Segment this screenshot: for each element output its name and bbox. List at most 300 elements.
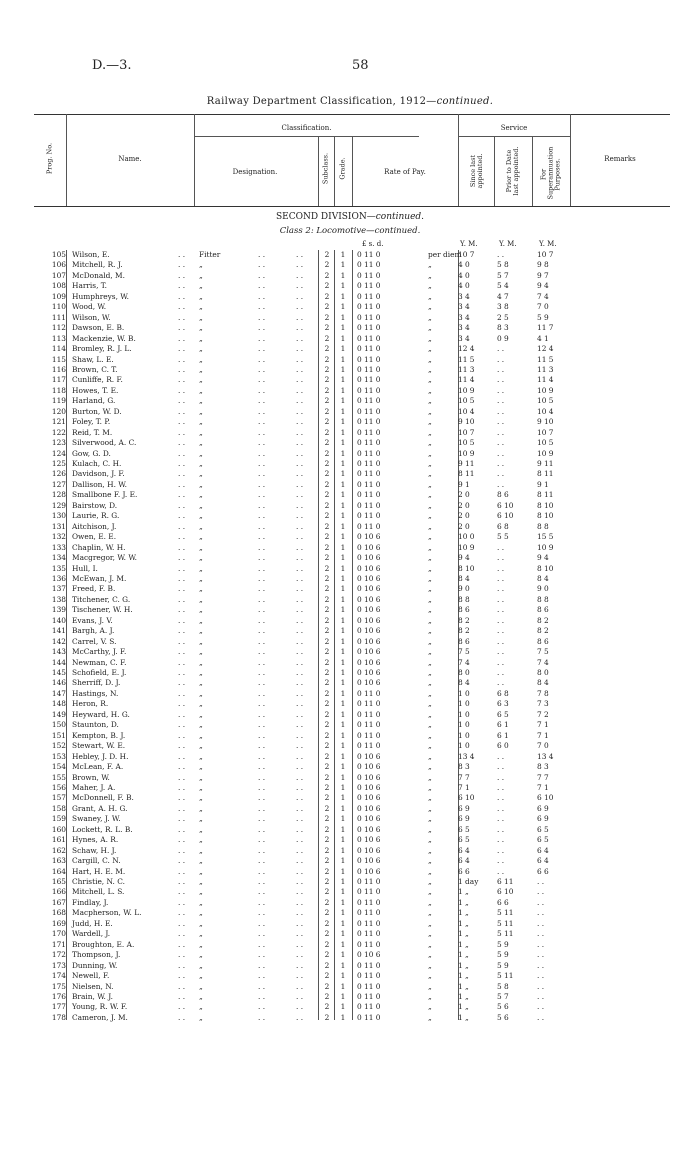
row-subclass: 2 — [324, 741, 330, 751]
table-row — [0, 260, 700, 269]
row-prog-no: 173 — [51, 960, 66, 970]
row-designation: „ — [199, 636, 203, 646]
row-prog-no: 142 — [51, 636, 66, 646]
leader-dots: . . — [178, 250, 186, 259]
leader-dots: . . — [296, 866, 304, 876]
row-name: Cunliffe, R. F. — [72, 375, 123, 385]
leader-dots: . . — [258, 709, 266, 719]
row-designation: „ — [199, 626, 203, 636]
row-prior: 5 11 — [497, 971, 514, 981]
row-rate: 0 11 0 — [357, 490, 381, 500]
row-prior: . . — [497, 657, 505, 667]
row-designation: „ — [199, 511, 203, 521]
row-prog-no: 117 — [51, 375, 66, 385]
header-rate: Rate of Pay. — [384, 168, 426, 176]
table-row — [0, 867, 700, 876]
row-grade: 1 — [340, 720, 346, 730]
row-since-last: 1 „ — [458, 991, 469, 1001]
row-name: Reid, T. M. — [72, 427, 113, 437]
leader-dots: . . — [258, 824, 266, 834]
row-name: Evans, J. V. — [72, 615, 113, 625]
col-divider — [532, 136, 533, 206]
row-since-last: 13 4 — [458, 751, 475, 761]
row-superannuation: . . — [537, 960, 545, 970]
row-prior: . . — [497, 636, 505, 646]
row-prior: . . — [497, 396, 505, 406]
leader-dots: . . — [258, 615, 266, 625]
row-grade: 1 — [340, 333, 346, 343]
row-prior: . . — [497, 417, 505, 427]
leader-dots: . . — [296, 657, 304, 667]
leader-dots: . . — [178, 563, 186, 573]
row-since-last: 6 6 — [458, 866, 470, 876]
leader-dots: . . — [258, 323, 266, 333]
table-row — [0, 480, 700, 489]
leader-dots: . . — [296, 344, 304, 354]
row-designation: „ — [199, 584, 203, 594]
row-prior: 6 8 — [497, 688, 509, 698]
leader-dots: . . — [258, 542, 266, 552]
leader-dots: . . — [178, 385, 186, 395]
leader-dots: . . — [296, 364, 304, 374]
leader-dots: . . — [178, 960, 186, 970]
row-since-last: 1 „ — [458, 950, 469, 960]
row-rate-unit: „ — [428, 793, 432, 803]
row-name: Grant, A. H. G. — [72, 803, 128, 813]
leader-dots: . . — [258, 594, 266, 604]
row-since-last: 6 5 — [458, 824, 470, 834]
row-name: Dallison, H. W. — [72, 479, 127, 489]
row-superannuation: . . — [537, 981, 545, 991]
row-rate: 0 10 6 — [357, 657, 381, 667]
row-rate: 0 11 0 — [357, 406, 381, 416]
table-row — [0, 428, 700, 437]
row-grade: 1 — [340, 354, 346, 364]
leader-dots: . . — [258, 887, 266, 897]
leader-dots: . . — [258, 427, 266, 437]
row-superannuation: 8 11 — [537, 469, 554, 479]
row-since-last: 9 1 — [458, 479, 470, 489]
row-name: Brown, W. — [72, 772, 110, 782]
row-name: Dawson, E. B. — [72, 323, 125, 333]
leader-dots: . . — [178, 762, 186, 772]
row-subclass: 2 — [324, 668, 330, 677]
row-since-last: 11 3 — [458, 364, 475, 374]
leader-dots: . . — [178, 459, 186, 468]
leader-dots: . . — [258, 782, 266, 792]
row-name: McCarthy, J. F. — [72, 647, 127, 657]
row-designation: „ — [199, 532, 203, 542]
leader-dots: . . — [296, 929, 304, 939]
row-since-last: 7 1 — [458, 782, 470, 792]
leader-dots: . . — [258, 845, 266, 855]
row-designation: „ — [199, 448, 203, 458]
row-designation: „ — [199, 678, 203, 688]
row-name: Hebley, J. D. H. — [72, 751, 129, 761]
row-since-last: 8 6 — [458, 605, 470, 615]
row-prog-no: 122 — [51, 427, 66, 437]
leader-dots: . . — [296, 459, 304, 468]
row-subclass: 2 — [324, 417, 330, 427]
row-prog-no: 165 — [51, 877, 66, 886]
leader-dots: . . — [178, 323, 186, 333]
row-prog-no: 155 — [51, 772, 66, 782]
row-since-last: 8 2 — [458, 626, 470, 636]
row-prior: 6 11 — [497, 877, 514, 886]
row-subclass: 2 — [324, 699, 330, 709]
leader-dots: . . — [258, 918, 266, 928]
row-designation: „ — [199, 887, 203, 897]
row-superannuation: 6 9 — [537, 814, 549, 824]
row-subclass: 2 — [324, 971, 330, 981]
row-prog-no: 168 — [51, 908, 66, 918]
row-grade: 1 — [340, 605, 346, 615]
row-designation: „ — [199, 688, 203, 698]
row-rate-unit: „ — [428, 636, 432, 646]
row-grade: 1 — [340, 803, 346, 813]
leader-dots: . . — [258, 803, 266, 813]
row-grade: 1 — [340, 281, 346, 291]
leader-dots: . . — [296, 845, 304, 855]
row-rate: 0 11 0 — [357, 375, 381, 385]
row-since-last: 10 9 — [458, 385, 475, 395]
division-heading — [0, 212, 700, 222]
row-subclass: 2 — [324, 302, 330, 312]
table-row — [0, 386, 700, 395]
row-since-last: 11 4 — [458, 375, 475, 385]
row-designation: „ — [199, 500, 203, 510]
row-prior: . . — [497, 375, 505, 385]
row-superannuation: . . — [537, 991, 545, 1001]
leader-dots: . . — [258, 647, 266, 657]
row-subclass: 2 — [324, 720, 330, 730]
header-bottom-rule — [34, 206, 670, 207]
leader-dots: . . — [178, 929, 186, 939]
row-name: Cargill, C. N. — [72, 856, 121, 866]
leader-dots: . . — [296, 814, 304, 824]
row-name: Hastings, N. — [72, 688, 119, 698]
row-grade: 1 — [340, 250, 346, 259]
leader-dots: . . — [178, 803, 186, 813]
row-grade: 1 — [340, 396, 346, 406]
leader-dots: . . — [258, 500, 266, 510]
leader-dots: . . — [296, 960, 304, 970]
table-row — [0, 773, 700, 782]
row-name: Thompson, J. — [72, 950, 121, 960]
row-prog-no: 164 — [51, 866, 66, 876]
row-rate: 0 11 0 — [357, 479, 381, 489]
row-grade: 1 — [340, 479, 346, 489]
leader-dots: . . — [296, 730, 304, 740]
row-prior: . . — [497, 344, 505, 354]
leader-dots: . . — [296, 312, 304, 322]
row-designation: „ — [199, 573, 203, 583]
row-rate: 0 11 0 — [357, 333, 381, 343]
row-superannuation: . . — [537, 918, 545, 928]
row-subclass: 2 — [324, 939, 330, 949]
row-since-last: 1 day — [458, 877, 479, 886]
row-rate-unit: „ — [428, 521, 432, 531]
leader-dots: . . — [296, 584, 304, 594]
row-since-last: 1 „ — [458, 1012, 469, 1022]
row-superannuation: 7 8 — [537, 688, 549, 698]
row-designation: „ — [199, 605, 203, 615]
leader-dots: . . — [178, 709, 186, 719]
row-rate: 0 11 0 — [357, 312, 381, 322]
row-prog-no: 109 — [51, 291, 66, 301]
row-prog-no: 125 — [51, 459, 66, 468]
row-since-last: 10 7 — [458, 250, 475, 259]
leader-dots: . . — [258, 877, 266, 886]
row-designation: „ — [199, 950, 203, 960]
leader-dots: . . — [178, 657, 186, 667]
row-subclass: 2 — [324, 1002, 330, 1012]
row-rate: 0 11 0 — [357, 281, 381, 291]
row-since-last: 1 „ — [458, 897, 469, 907]
row-rate-unit: „ — [428, 971, 432, 981]
leader-dots: . . — [296, 396, 304, 406]
row-prior: . . — [497, 406, 505, 416]
row-grade: 1 — [340, 929, 346, 939]
table-row — [0, 898, 700, 907]
row-rate: 0 11 0 — [357, 1012, 381, 1022]
leader-dots: . . — [296, 333, 304, 343]
leader-dots: . . — [296, 532, 304, 542]
row-rate: 0 10 6 — [357, 626, 381, 636]
row-grade: 1 — [340, 459, 346, 468]
row-subclass: 2 — [324, 866, 330, 876]
row-subclass: 2 — [324, 678, 330, 688]
row-prog-no: 106 — [51, 260, 66, 270]
row-prior: . . — [497, 751, 505, 761]
table-row — [0, 846, 700, 855]
row-grade: 1 — [340, 490, 346, 500]
service-divider — [458, 136, 570, 137]
row-rate-unit: „ — [428, 385, 432, 395]
title-continued: continued. — [436, 96, 494, 107]
row-prior: 5 8 — [497, 260, 509, 270]
row-prior: . . — [497, 448, 505, 458]
row-name: Newell, F. — [72, 971, 110, 981]
row-prior: . . — [497, 866, 505, 876]
table-row — [0, 501, 700, 510]
row-since-last: 10 5 — [458, 438, 475, 448]
row-rate: 0 10 6 — [357, 845, 381, 855]
row-designation: „ — [199, 939, 203, 949]
row-designation: „ — [199, 333, 203, 343]
leader-dots: . . — [178, 573, 186, 583]
row-prog-no: 151 — [51, 730, 66, 740]
row-prior: . . — [497, 772, 505, 782]
leader-dots: . . — [296, 553, 304, 563]
header-prior: Prior to Date last appointed. — [505, 146, 520, 196]
row-prior: 6 10 — [497, 511, 514, 521]
row-rate: 0 10 6 — [357, 532, 381, 542]
row-subclass: 2 — [324, 782, 330, 792]
row-superannuation: 6 5 — [537, 824, 549, 834]
pay-unit: £ s. d. — [362, 240, 384, 248]
service-unit: Y. M. — [499, 240, 517, 248]
row-rate: 0 11 0 — [357, 354, 381, 364]
row-prior: 0 9 — [497, 333, 509, 343]
leader-dots: . . — [258, 636, 266, 646]
leader-dots: . . — [258, 563, 266, 573]
leader-dots: . . — [296, 250, 304, 259]
leader-dots: . . — [296, 323, 304, 333]
row-grade: 1 — [340, 699, 346, 709]
row-name: Wilson, W. — [72, 312, 111, 322]
row-superannuation: . . — [537, 950, 545, 960]
leader-dots: . . — [258, 814, 266, 824]
row-name: Freed, F. B. — [72, 584, 116, 594]
row-prog-no: 123 — [51, 438, 66, 448]
leader-dots: . . — [258, 605, 266, 615]
leader-dots: . . — [258, 270, 266, 280]
row-rate-unit: „ — [428, 594, 432, 604]
row-rate: 0 11 0 — [357, 291, 381, 301]
row-designation: „ — [199, 762, 203, 772]
row-subclass: 2 — [324, 312, 330, 322]
table-row — [0, 302, 700, 311]
row-superannuation: 8 2 — [537, 626, 549, 636]
row-name: Bairstow, D. — [72, 500, 118, 510]
leader-dots: . . — [258, 532, 266, 542]
row-rate-unit: „ — [428, 459, 432, 468]
row-superannuation: 8 10 — [537, 563, 554, 573]
row-rate: 0 11 0 — [357, 302, 381, 312]
row-rate-unit: „ — [428, 427, 432, 437]
row-rate: 0 10 6 — [357, 856, 381, 866]
row-superannuation: 8 3 — [537, 762, 549, 772]
table-row — [0, 919, 700, 928]
row-name: Brain, W. J. — [72, 991, 113, 1001]
row-superannuation: 6 5 — [537, 835, 549, 845]
division-continued: continued. — [375, 212, 425, 222]
leader-dots: . . — [258, 688, 266, 698]
table-row — [0, 250, 700, 259]
row-superannuation: 8 6 — [537, 605, 549, 615]
row-prior: 5 6 — [497, 1002, 509, 1012]
header-service: Service — [500, 124, 528, 132]
row-superannuation: . . — [537, 908, 545, 918]
row-rate-unit: „ — [428, 364, 432, 374]
row-since-last: 2 0 — [458, 500, 470, 510]
row-subclass: 2 — [324, 929, 330, 939]
leader-dots: . . — [178, 542, 186, 552]
row-rate-unit: „ — [428, 897, 432, 907]
leader-dots: . . — [296, 636, 304, 646]
table-row — [0, 992, 700, 1001]
table-row — [0, 668, 700, 677]
row-subclass: 2 — [324, 803, 330, 813]
row-name: Lockett, R. L. B. — [72, 824, 133, 834]
row-designation: „ — [199, 594, 203, 604]
row-rate-unit: „ — [428, 824, 432, 834]
row-rate-unit: „ — [428, 312, 432, 322]
row-rate-unit: „ — [428, 929, 432, 939]
row-prog-no: 166 — [51, 887, 66, 897]
leader-dots: . . — [258, 699, 266, 709]
row-prog-no: 163 — [51, 856, 66, 866]
row-superannuation: 10 4 — [537, 406, 554, 416]
leader-dots: . . — [296, 260, 304, 270]
row-since-last: 6 9 — [458, 803, 470, 813]
row-rate-unit: „ — [428, 532, 432, 542]
row-prior: . . — [497, 605, 505, 615]
header-designation: Designation. — [232, 168, 278, 176]
row-subclass: 2 — [324, 563, 330, 573]
table-row — [0, 323, 700, 332]
row-prog-no: 119 — [51, 396, 66, 406]
row-designation: „ — [199, 521, 203, 531]
row-rate-unit: „ — [428, 678, 432, 688]
table-row — [0, 271, 700, 280]
row-prog-no: 116 — [51, 364, 66, 374]
row-prog-no: 137 — [51, 584, 66, 594]
row-prog-no: 115 — [51, 354, 66, 364]
row-grade: 1 — [340, 688, 346, 698]
row-subclass: 2 — [324, 793, 330, 803]
row-name: McDonnell, F. B. — [72, 793, 134, 803]
row-prog-no: 120 — [51, 406, 66, 416]
row-superannuation: 9 7 — [537, 270, 549, 280]
leader-dots: . . — [178, 312, 186, 322]
row-rate-unit: „ — [428, 877, 432, 886]
row-grade: 1 — [340, 793, 346, 803]
table-row — [0, 940, 700, 949]
row-grade: 1 — [340, 553, 346, 563]
row-since-last: 8 2 — [458, 615, 470, 625]
row-prior: 3 8 — [497, 302, 509, 312]
row-rate: 0 10 6 — [357, 866, 381, 876]
row-superannuation: 4 1 — [537, 333, 549, 343]
row-since-last: 6 4 — [458, 845, 470, 855]
leader-dots: . . — [178, 981, 186, 991]
row-prog-no: 135 — [51, 563, 66, 573]
row-name: Schaw, H. J. — [72, 845, 117, 855]
leader-dots: . . — [296, 981, 304, 991]
row-grade: 1 — [340, 385, 346, 395]
row-rate-unit: „ — [428, 741, 432, 751]
leader-dots: . . — [258, 981, 266, 991]
row-prior: . . — [497, 856, 505, 866]
row-name: Harland, G. — [72, 396, 116, 406]
leader-dots: . . — [296, 699, 304, 709]
table-row — [0, 417, 700, 426]
row-prior: . . — [497, 615, 505, 625]
row-prog-no: 172 — [51, 950, 66, 960]
row-rate: 0 11 0 — [357, 741, 381, 751]
row-superannuation: . . — [537, 897, 545, 907]
row-designation: „ — [199, 772, 203, 782]
row-superannuation: . . — [537, 887, 545, 897]
row-rate: 0 10 6 — [357, 573, 381, 583]
row-grade: 1 — [340, 364, 346, 374]
row-since-last: 9 0 — [458, 584, 470, 594]
row-grade: 1 — [340, 981, 346, 991]
row-rate: 0 11 0 — [357, 918, 381, 928]
row-prior: 6 3 — [497, 699, 509, 709]
leader-dots: . . — [258, 553, 266, 563]
leader-dots: . . — [296, 688, 304, 698]
leader-dots: . . — [296, 709, 304, 719]
row-designation: „ — [199, 991, 203, 1001]
leader-dots: . . — [258, 762, 266, 772]
row-designation: „ — [199, 375, 203, 385]
row-rate: 0 11 0 — [357, 939, 381, 949]
leader-dots: . . — [296, 406, 304, 416]
col-divider — [570, 114, 571, 206]
